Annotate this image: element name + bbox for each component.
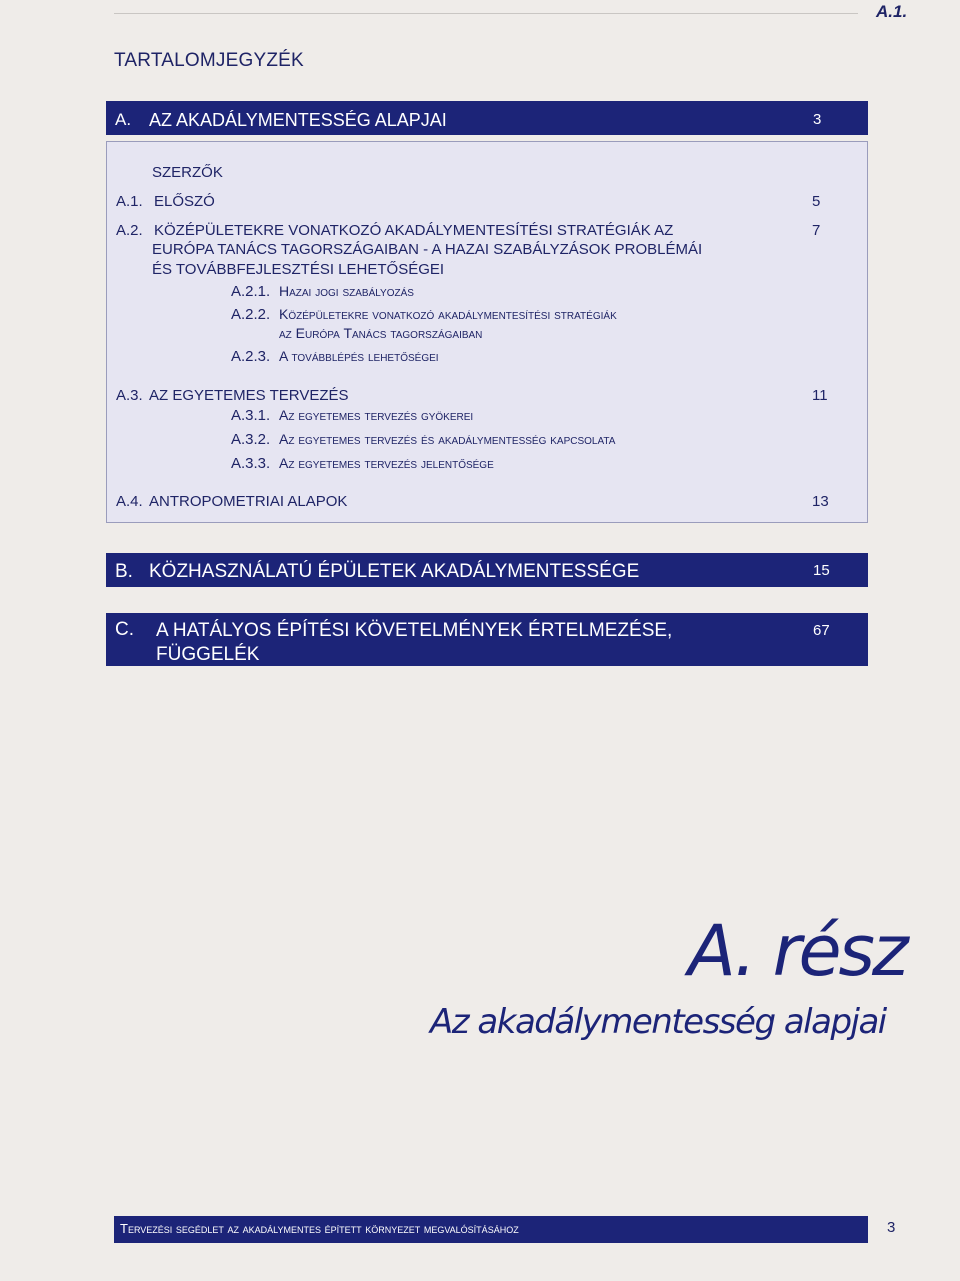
- section-number: A.: [115, 110, 132, 129]
- header-rule: [114, 13, 858, 14]
- toc-section-a[interactable]: [106, 101, 868, 135]
- toc-entry-number: A.2.: [116, 222, 143, 239]
- section-title: AZ AKADÁLYMENTESSÉG ALAPJAI: [149, 110, 447, 130]
- section-number: C.: [115, 619, 134, 640]
- toc-entry-a1[interactable]: ELŐSZÓ: [154, 193, 215, 210]
- toc-entry-a21[interactable]: Hazai jogi szabályozás: [279, 283, 414, 299]
- toc-entry-a4[interactable]: ANTROPOMETRIAI ALAPOK: [149, 493, 348, 510]
- toc-entry-number: A.2.1.: [231, 283, 271, 300]
- toc-entry-a32[interactable]: Az egyetemes tervezés és akadálymentesség kapcsolata: [279, 431, 616, 447]
- toc-entry-number: A.1.: [116, 193, 143, 210]
- section-title: [156, 619, 756, 667]
- toc-entry-a22-line2[interactable]: az Európa Tanács tagországaiban: [279, 325, 483, 341]
- footer-text: Tervezési segédlet az akadálymentes épített környezet megvalósításához: [120, 1221, 519, 1236]
- toc-entry-number: A.3.: [116, 387, 143, 404]
- toc-entry-number: A.2.2.: [231, 306, 271, 323]
- toc-entry-number: A.3.2.: [231, 431, 271, 448]
- toc-entry-a2-line2[interactable]: EURÓPA TANÁCS TAGORSZÁGAIBAN - A HAZAI SZABÁLYZÁSOK PROBLÉMÁI: [152, 241, 703, 258]
- toc-entry-page: 11: [812, 387, 828, 404]
- toc-entry-a22-line1[interactable]: Középületekre vonatkozó akadálymentesítési stratégiák: [279, 306, 617, 322]
- toc-panel-a: [106, 141, 868, 523]
- section-page: 67: [813, 622, 830, 639]
- footer-bar: [114, 1216, 868, 1243]
- toc-entry-page: 5: [812, 193, 821, 210]
- toc-entry-number: A.3.1.: [231, 407, 271, 424]
- toc-entry-a3[interactable]: AZ EGYETEMES TERVEZÉS: [149, 387, 349, 404]
- section-title-line1: A HATÁLYOS ÉPÍTÉSI KÖVETELMÉNYEK ÉRTELMEZÉSE,: [156, 620, 673, 641]
- toc-entry-number: A.4.: [116, 493, 143, 510]
- toc-section-c[interactable]: [106, 613, 868, 666]
- toc-entry-a23[interactable]: A továbblépés lehetőségei: [279, 348, 439, 364]
- part-subtitle: Az akadálymentesség alapjai: [430, 1002, 886, 1042]
- section-title-line2: FÜGGELÉK: [156, 644, 260, 665]
- toc-entry-a2-line1[interactable]: KÖZÉPÜLETEKRE VONATKOZÓ AKADÁLYMENTESÍTÉSI STRATÉGIÁK AZ: [154, 222, 674, 239]
- toc-entry-number: A.3.3.: [231, 455, 271, 472]
- toc-section-b[interactable]: [106, 553, 868, 587]
- toc-entry-number: A.2.3.: [231, 348, 271, 365]
- page-number: 3: [887, 1219, 896, 1236]
- toc-entry-page: 13: [812, 493, 829, 510]
- part-title: A. rész: [688, 910, 906, 992]
- section-page: 15: [813, 562, 830, 579]
- section-number: B.: [115, 561, 133, 582]
- toc-title: TARTALOMJEGYZÉK: [114, 50, 304, 71]
- section-page: 3: [813, 111, 822, 128]
- toc-entry-a33[interactable]: Az egyetemes tervezés jelentősége: [279, 455, 494, 471]
- toc-entry-page: 7: [812, 222, 821, 239]
- toc-entry-a2-line3[interactable]: ÉS TOVÁBBFEJLESZTÉSI LEHETŐSÉGEI: [152, 261, 445, 278]
- toc-entry-authors[interactable]: SZERZŐK: [152, 164, 223, 181]
- chapter-label: A.1.: [876, 2, 908, 21]
- toc-entry-a31[interactable]: Az egyetemes tervezés gyökerei: [279, 407, 474, 423]
- section-title: KÖZHASZNÁLATÚ ÉPÜLETEK AKADÁLYMENTESSÉGE: [149, 561, 640, 582]
